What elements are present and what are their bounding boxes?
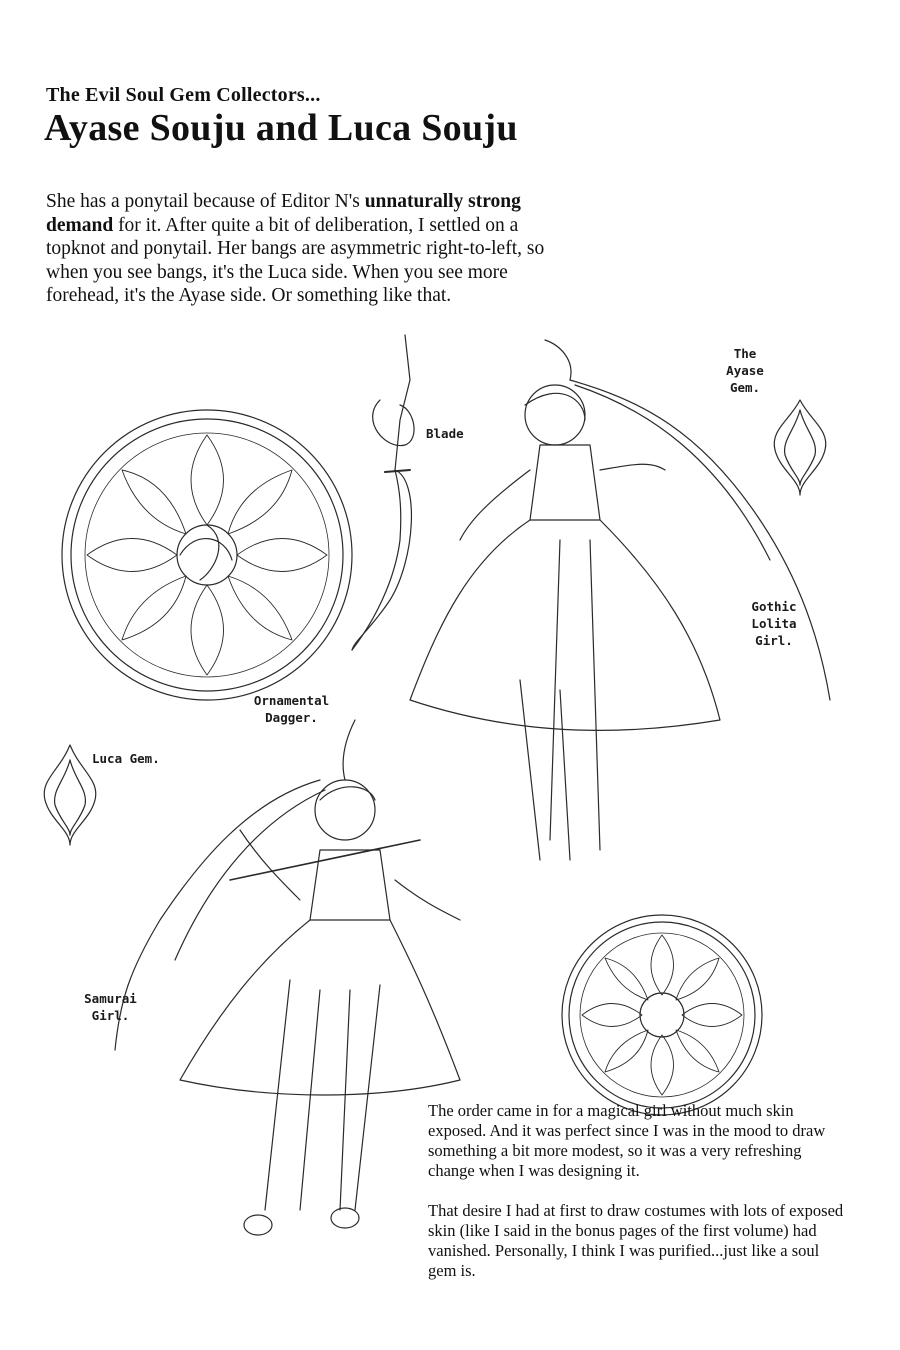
ornament-small bbox=[562, 915, 762, 1115]
intro-text-2: for it. After quite a bit of deliberation, I settled on a topknot and ponytail. Her bangs are asymmetric right-to-left, so when you see bangs, it's the Luca side. When you see more forehead, it's the Ayase side. Or something like that. bbox=[46, 214, 545, 306]
samurai-girl-sketch bbox=[115, 720, 460, 1235]
page-subtitle: The Evil Soul Gem Collectors... bbox=[46, 84, 321, 106]
page-title: Ayase Souju and Luca Souju bbox=[44, 107, 518, 149]
ornament-large bbox=[62, 410, 352, 700]
label-line: The bbox=[733, 346, 757, 361]
label-blade: Blade bbox=[426, 426, 464, 441]
label-luca-gem: Luca Gem. bbox=[92, 751, 160, 766]
label-line: Girl. bbox=[755, 633, 793, 648]
note-paragraph-1: The order came in for a magical girl without much skin exposed. And it was perfect since I was in the mood to draw something a bit more modest, so it was a very refreshing change when I was designing it. bbox=[428, 1101, 826, 1180]
label-line: Gem. bbox=[729, 380, 761, 395]
author-note bbox=[428, 1101, 848, 1301]
label-line: Samurai bbox=[84, 991, 137, 1006]
note-paragraph-2: That desire I had at first to draw costumes with lots of exposed skin (like I said in the bonus pages of the first volume) had vanished. Personally, I think I was purified...just like a soul gem is. bbox=[428, 1201, 844, 1280]
label-line: Ornamental bbox=[253, 693, 330, 708]
label-ornamental-dagger bbox=[244, 692, 339, 726]
ayase-gem-sketch bbox=[774, 400, 826, 495]
label-line: Ayase bbox=[726, 363, 764, 378]
label-line: Gothic bbox=[751, 599, 797, 614]
label-line: Lolita bbox=[751, 616, 797, 631]
intro-bold: unnaturally strong demand bbox=[46, 191, 521, 236]
label-ayase-gem bbox=[720, 345, 770, 396]
intro-text-1: She has a ponytail because of Editor N's bbox=[46, 191, 365, 212]
label-gothic-lolita bbox=[744, 598, 804, 649]
label-samurai-girl bbox=[78, 990, 143, 1024]
blade-sketch bbox=[352, 335, 414, 650]
luca-gem-sketch bbox=[44, 745, 96, 845]
label-line: Girl. bbox=[91, 1008, 130, 1023]
label-line: Dagger. bbox=[265, 710, 318, 725]
